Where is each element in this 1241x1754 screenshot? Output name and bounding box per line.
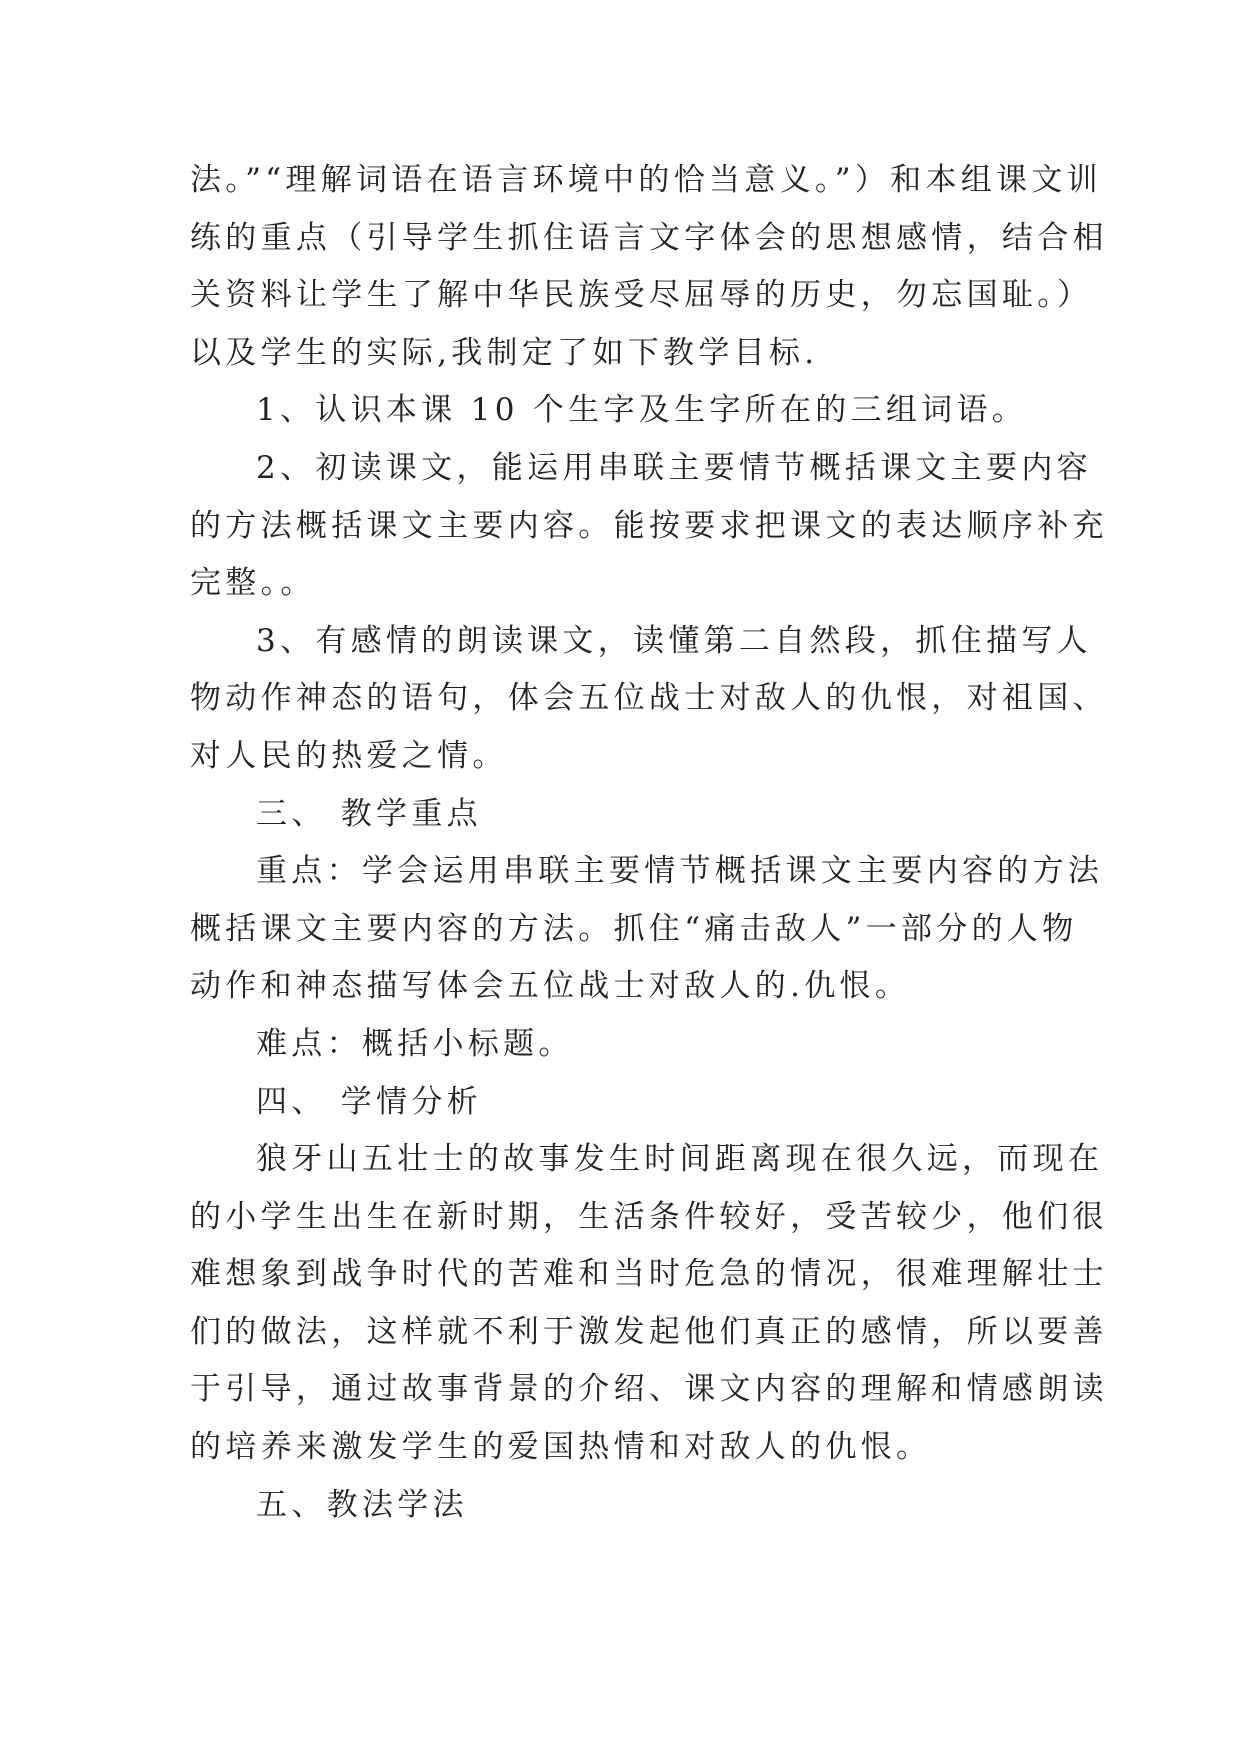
goal-3-line-2: 物动作神态的语句，体会五位战士对敌人的仇恨，对祖国、 — [190, 680, 1108, 717]
document-body — [190, 152, 1108, 1534]
goal-3-line-1: 3、有感情的朗读课文，读懂第二自然段，抓住描写人 — [256, 622, 1092, 659]
key-point-line-1: 重点：学会运用串联主要情节概括课文主要内容的方法 — [256, 853, 1104, 890]
key-point-line-3: 动作和神态描写体会五位战士对敌人的.仇恨。 — [190, 968, 911, 1005]
section-heading-student-analysis: 四、 学情分析 — [256, 1083, 482, 1120]
analysis-line-2: 的小学生出生在新时期，生活条件较好，受苦较少，他们很 — [190, 1198, 1108, 1235]
difficulty-line: 难点：概括小标题。 — [256, 1025, 574, 1062]
analysis-line-3: 难想象到战争时代的苦难和当时危急的情况，很难理解壮士 — [190, 1256, 1108, 1293]
section-heading-teaching-focus: 三、 教学重点 — [256, 795, 482, 832]
intro-line-2: 练的重点（引导学生抓住语言文字体会的思想感情，结合相 — [190, 219, 1108, 256]
analysis-line-5: 于引导，通过故事背景的介绍、课文内容的理解和情感朗读 — [190, 1371, 1108, 1408]
goal-2-line-2: 的方法概括课文主要内容。能按要求把课文的表达顺序补充 — [190, 507, 1108, 544]
intro-line-3: 关资料让学生了解中华民族受尽屈辱的历史，勿忘国耻。） — [190, 277, 1093, 314]
analysis-line-1: 狼牙山五壮士的故事发生时间距离现在很久远，而现在 — [256, 1141, 1104, 1178]
goal-1-line-1: 1、认识本课 10 个生字及生字所在的三组词语。 — [256, 392, 1028, 429]
section-heading-teaching-methods: 五、教法学法 — [256, 1486, 468, 1523]
intro-line-4: 以及学生的实际,我制定了如下教学目标. — [190, 334, 819, 371]
key-point-line-2: 概括课文主要内容的方法。抓住“痛击敌人”一部分的人物 — [190, 910, 1078, 947]
analysis-line-6: 的培养来激发学生的爱国热情和对敌人的仇恨。 — [190, 1429, 932, 1466]
goal-3-line-3: 对人民的热爱之情。 — [190, 737, 508, 774]
goal-2-line-3: 完整。。 — [190, 565, 316, 602]
intro-line-1: 法。”“理解词语在语言环境中的恰当意义。”）和本组课文训 — [190, 162, 1102, 198]
goal-2-line-1: 2、初读课文，能运用串联主要情节概括课文主要内容 — [256, 449, 1092, 486]
analysis-line-4: 们的做法，这样就不利于激发起他们真正的感情，所以要善 — [190, 1313, 1108, 1350]
